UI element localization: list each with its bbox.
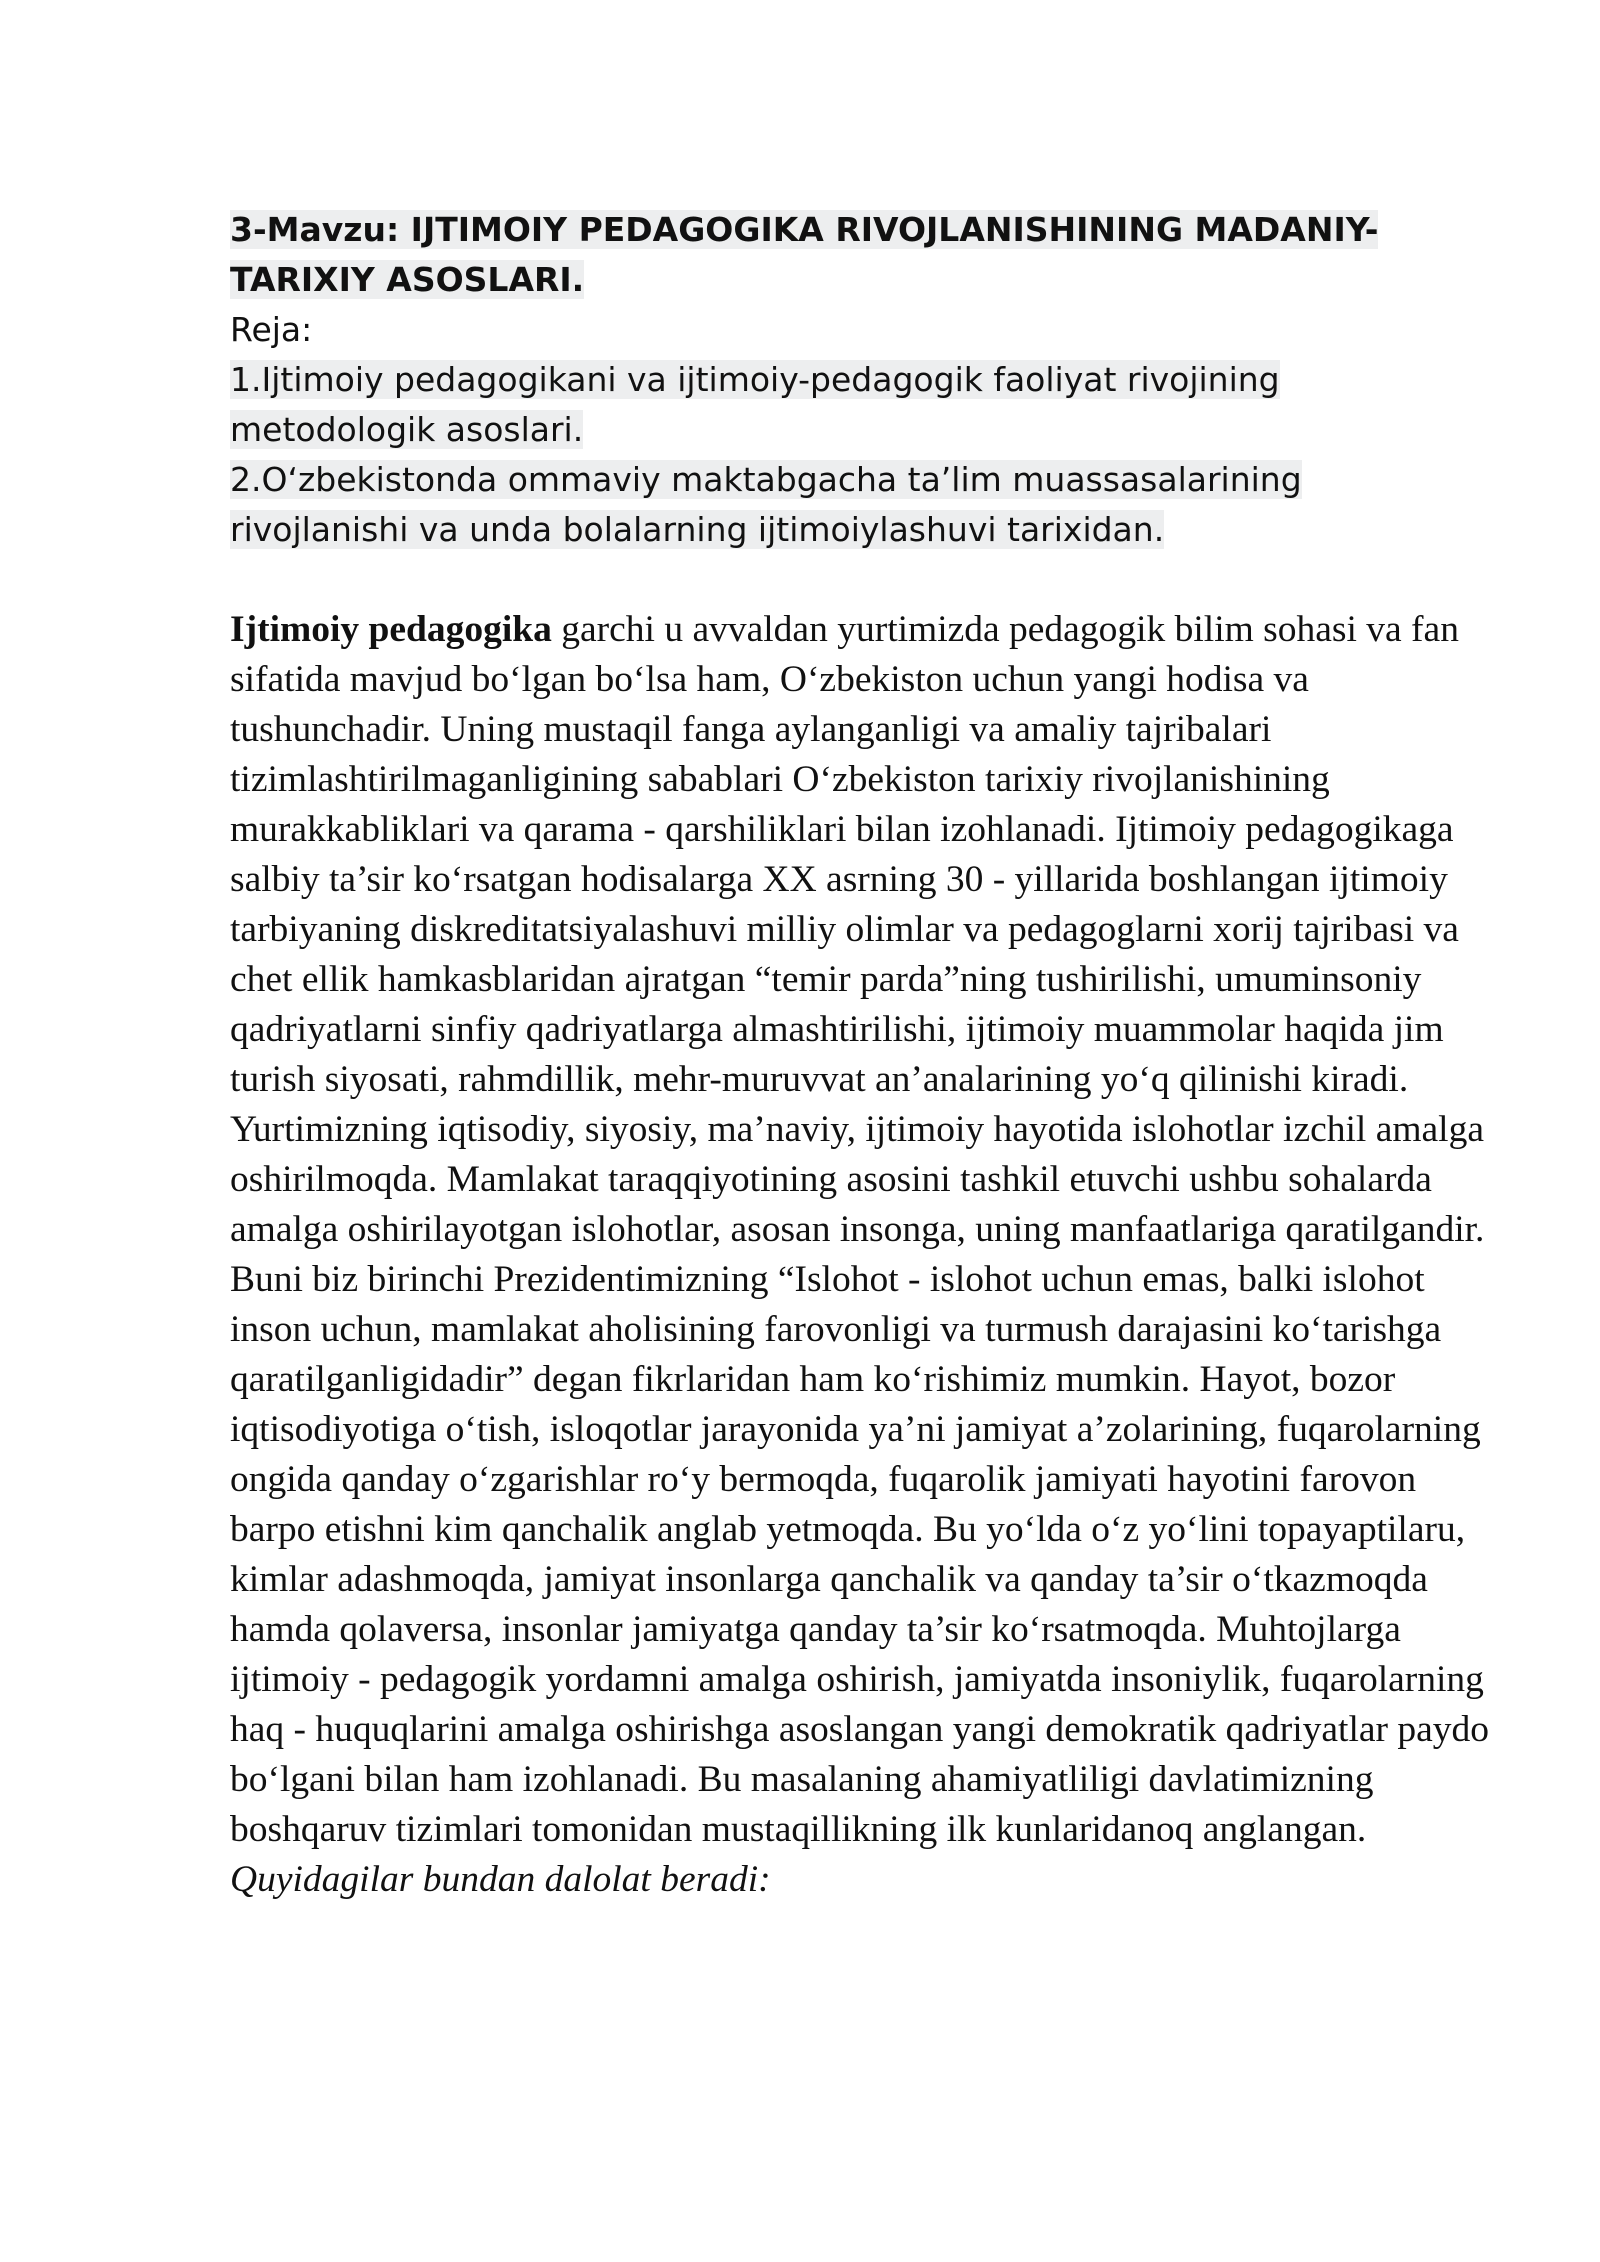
paragraph-text: garchi u avvaldan yurtimizda pedagogik bilim sohasi va fan sifatida mavjud bo‘lgan bo‘lsa ham, O‘zbekiston uchun yangi hodisa va tushunchadir. Uning mustaqil fanga aylanganligi va amaliy tajribalari tizimlashtirilmaganligining sabablari O‘zbekiston tarixiy rivojlanishining murakkabliklari va qarama - qarshiliklari bilan izohlanadi. Ijtimoiy pedagogikaga salbiy ta’sir ko‘rsatgan hodisalarga XX asrning 30 - yillarida boshlangan ijtimoiy tarbiyaning diskreditatsiyalashuvi milliy olimlar va pedagoglarni xorij tajribasi va chet ellik hamkasblaridan ajratgan “temir parda”ning tushirilishi, umuminsoniy qadriyatlarni sinfiy qadriyatlarga almashtirilishi, ijtimoiy muammolar haqida jim turish siyosati, rahmdillik, mehr-muruvvat an’analarining yo‘q qilinishi kiradi. Yurtimizning iqtisodiy, siyosiy, ma’naviy, ijtimoiy hayotida islohotlar izchil amalga oshirilmoqda. Mamlakat taraqqiyotining asosini tashkil etuvchi ushbu sohalarda amalga oshirilayotgan islohotlar, asosan insonga, uning manfaatlariga qaratilgandir. Buni biz birinchi Prezidentimizning “Islohot - islohot uchun emas, balki islohot inson uchun, mamlakat aholisining farovonligi va turmush darajasini ko‘tarishga qaratilganligidadir” degan fikrlaridan ham ko‘rishimiz mumkin. Hayot, bozor iqtisodiyotiga o‘tish, isloqotlar jarayonida ya’ni jamiyat a’zolarining, fuqarolarning ongida qanday o‘zgarishlar ro‘y bermoqda, fuqarolik jamiyati hayotini farovon barpo etishni kim qanchalik anglab yetmoqda. Bu yo‘lda o‘z yo‘lini topayaptilaru, kimlar adashmoqda, jamiyat insonlarga qanchalik va qanday ta’sir o‘tkazmoqda hamda qolaversa, insonlar jamiyatga qanday ta’sir ko‘rsatmoqda. Muhtojlarga ijtimoiy - pedagogik yordamni amalga oshirish, jamiyatda insoniylik, fuqarolarning haq - huquqlarini amalga oshirishga asoslangan yangi demokratik qadriyatlar paydo bo‘lgani bilan ham izohlanadi. Bu masalaning ahamiyatliligi davlatimizning boshqaruv tizimlari tomonidan mustaqillikning ilk kunlaridanoq anglangan. bbox=[230, 609, 1490, 1850]
plan-item-2-text: 2.O‘zbekistonda ommaviy maktabgacha ta’lim muassasalarining rivojlanishi va unda bolalarning ijtimoiylashuvi tarixidan. bbox=[230, 460, 1302, 549]
main-paragraph bbox=[230, 605, 1500, 1905]
plan-section bbox=[230, 305, 1430, 555]
topic-heading bbox=[230, 205, 1430, 305]
topic-heading-text: 3-Mavzu: IJTIMOIY PEDAGOGIKA RIVOJLANISHINING MADANIY-TARIXIY ASOSLARI. bbox=[230, 210, 1379, 299]
paragraph-closing-line: Quyidagilar bundan dalolat beradi: bbox=[230, 1859, 771, 1900]
plan-title: Reja: bbox=[230, 310, 313, 349]
plan-item-1 bbox=[230, 355, 1430, 455]
plan-item-1-text: 1.Ijtimoiy pedagogikani va ijtimoiy-pedagogik faoliyat rivojining metodologik asoslari. bbox=[230, 360, 1280, 449]
plan-item-2 bbox=[230, 455, 1430, 555]
document-content bbox=[230, 205, 1500, 1905]
paragraph-lead-term: Ijtimoiy pedagogika bbox=[230, 609, 552, 650]
